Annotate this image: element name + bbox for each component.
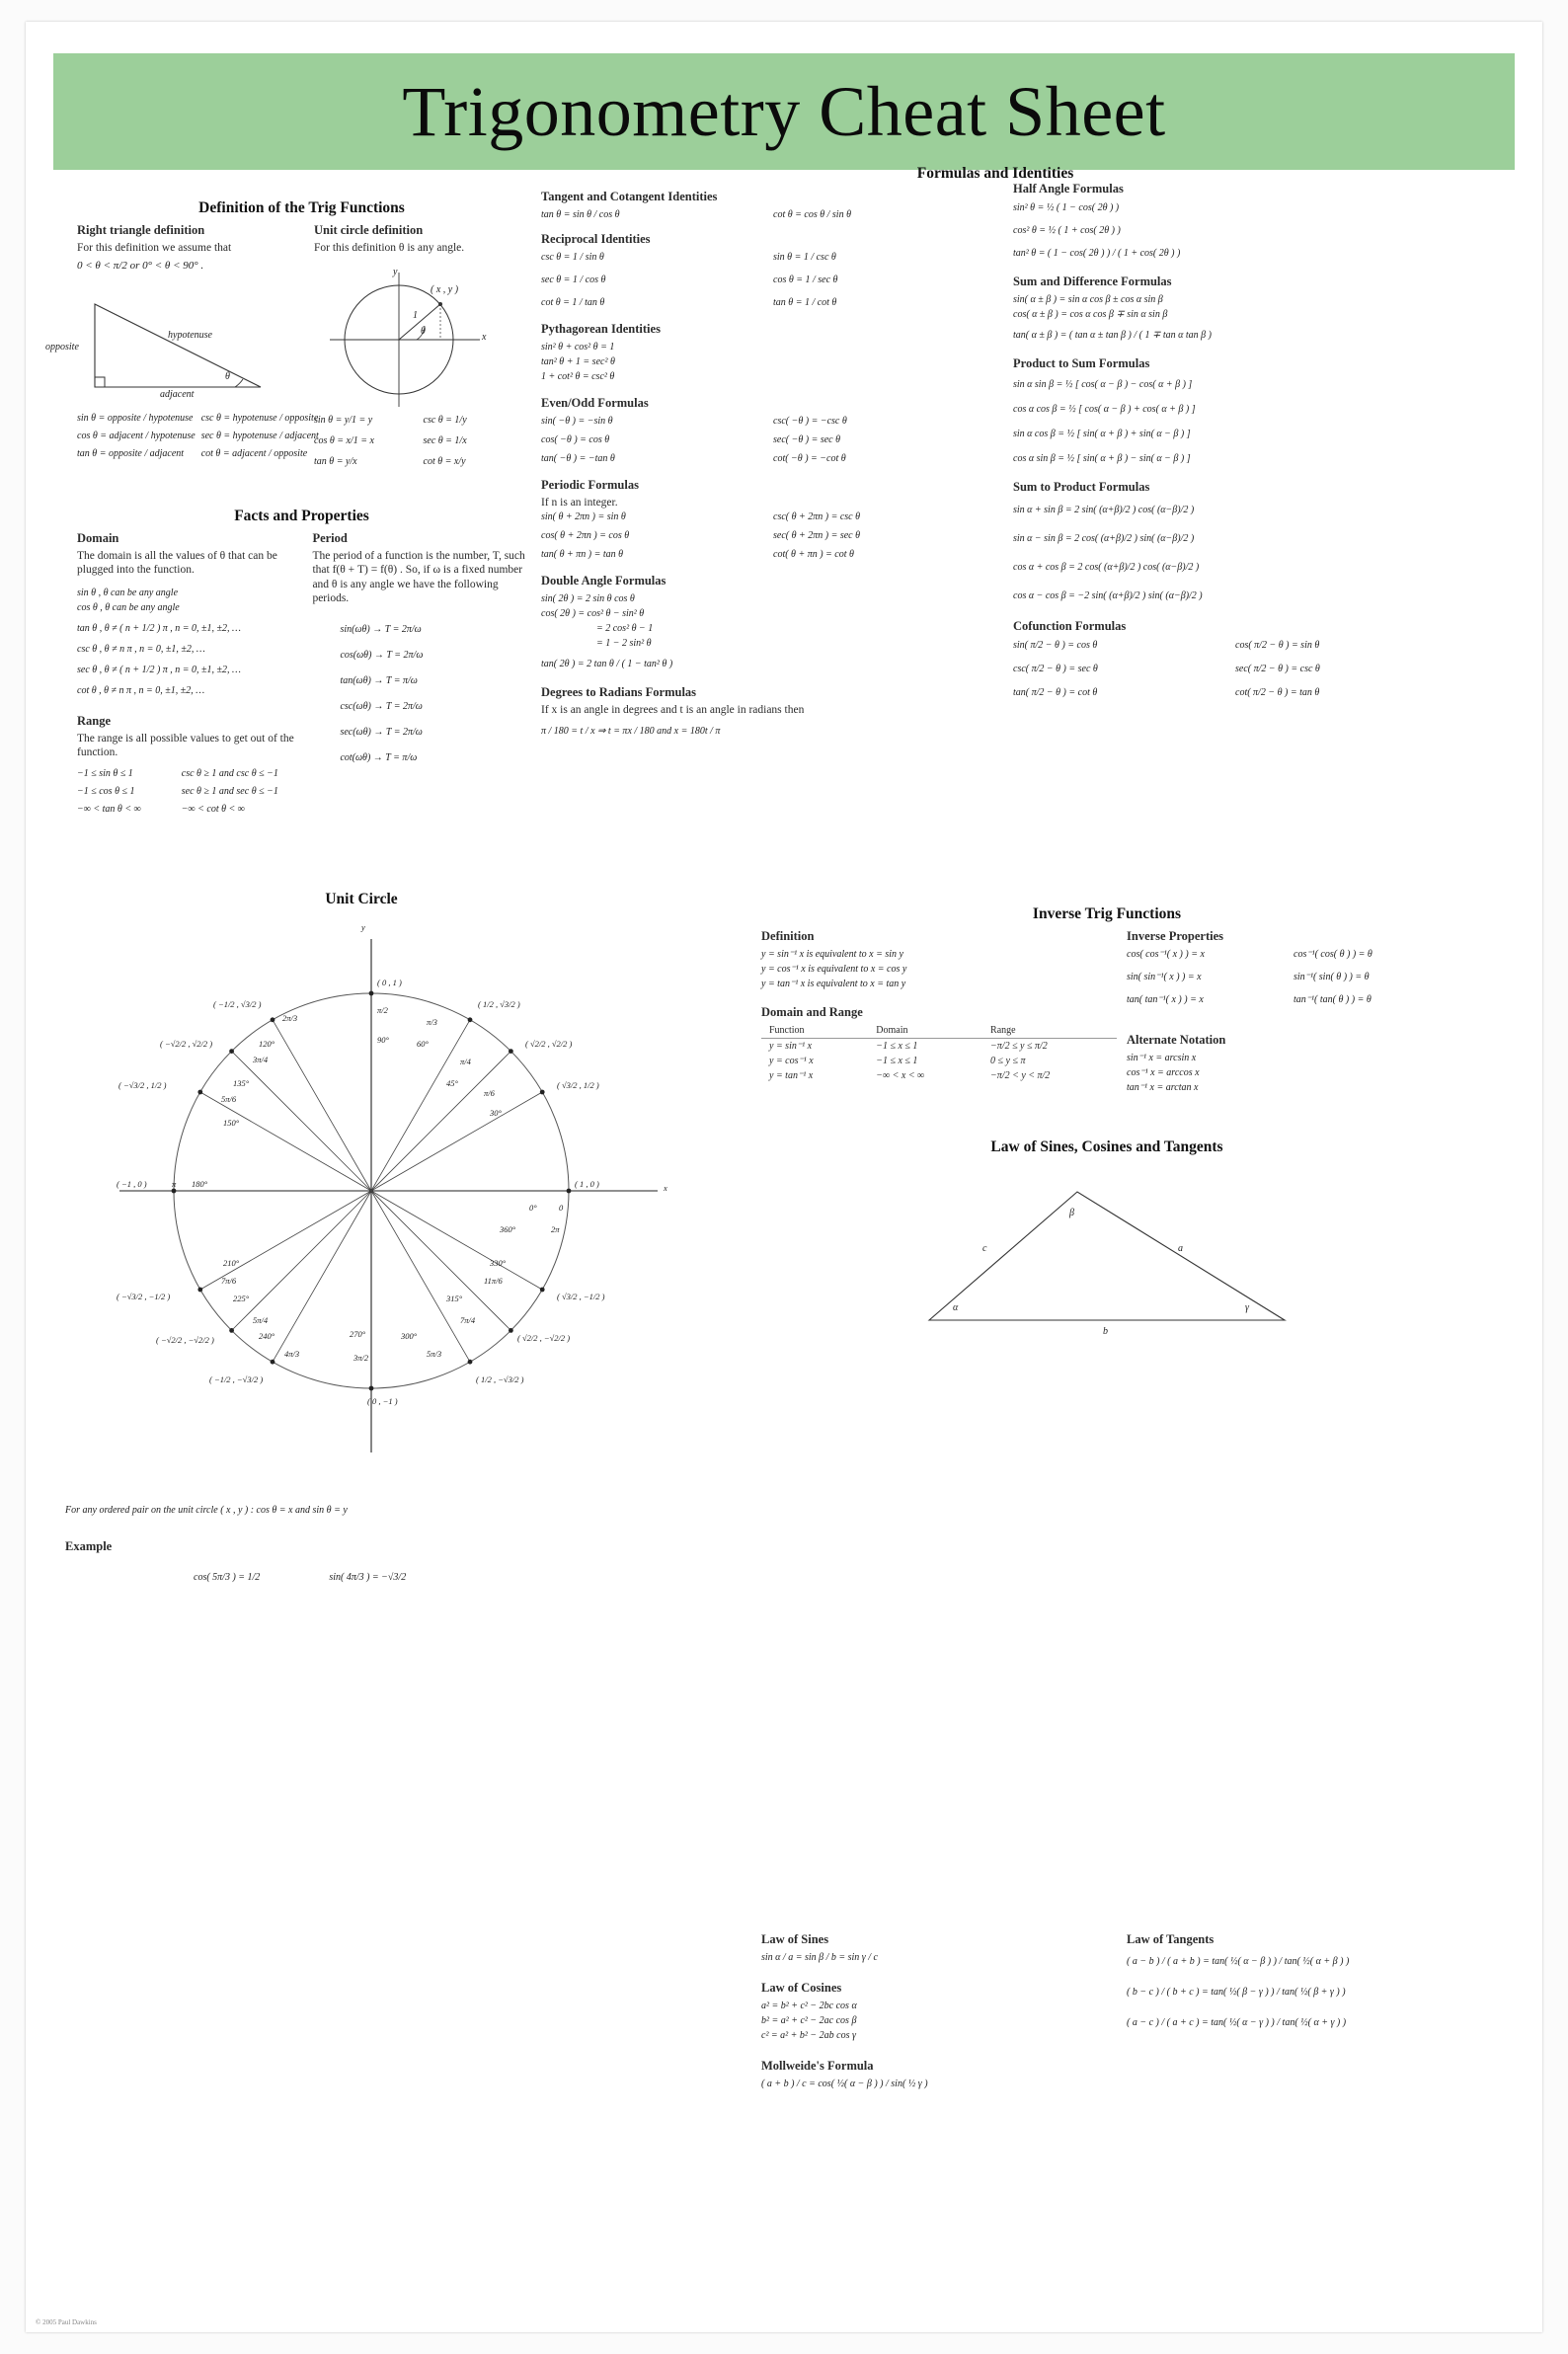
laws-left-col <box>761 1932 1117 2091</box>
uc-ratio-sin: sin θ = y/1 = y <box>314 415 373 427</box>
period-item: sec(ωθ) → T = 2π/ω <box>340 726 423 738</box>
double-angle-item: = 1 − 2 sin² θ <box>596 638 652 650</box>
section-definitions <box>45 199 526 469</box>
uc-point-rad: 0 <box>559 1203 564 1213</box>
col-range: Range <box>982 1023 1117 1039</box>
cot-identity: cot θ = cos θ / sin θ <box>773 209 851 220</box>
uc-point-rad: π/3 <box>427 1017 437 1027</box>
uc-point-xy: ( −√2/2 , √2/2 ) <box>160 1039 213 1049</box>
laws-right-col <box>1127 1932 1452 2091</box>
uc-point-deg: 135° <box>233 1078 250 1088</box>
domain-text: The domain is all the values of θ that can be plugged into the function. <box>77 550 277 577</box>
uc-point-deg: 90° <box>377 1035 389 1045</box>
period-heading: Period <box>312 531 348 545</box>
table-row <box>761 1068 1117 1083</box>
reciprocal-item: tan θ = 1 / cot θ <box>773 297 837 308</box>
uc-ratio-cot: cot θ = x/y <box>423 456 466 468</box>
section-inverse <box>761 905 1452 1340</box>
ratio-sin: sin θ = opposite / hypotenuse <box>77 412 194 424</box>
product-to-sum-item: sin α sin β = ½ [ cos( α − β ) − cos( α + β ) ] <box>1013 379 1193 390</box>
inverse-definition-item: y = cos⁻¹ x is equivalent to x = cos y <box>761 964 907 975</box>
label-angle-alpha: α <box>953 1302 959 1313</box>
cell-function: y = tan⁻¹ x <box>769 1070 814 1081</box>
pythagorean-item: sin² θ + cos² θ = 1 <box>541 342 615 353</box>
label-y-axis: y <box>393 267 398 278</box>
domain-item: cos θ , θ can be any angle <box>77 601 180 613</box>
cofunction-item: cot( π/2 − θ ) = tan θ <box>1235 687 1320 698</box>
label-theta: θ <box>225 370 230 382</box>
laws-heading: Law of Sines, Cosines and Tangents <box>990 1138 1223 1155</box>
period-item: cot(ωθ) → T = π/ω <box>340 751 418 763</box>
cofunction-heading: Cofunction Formulas <box>1013 619 1127 633</box>
uc-point-xy: ( 0 , −1 ) <box>367 1396 398 1406</box>
domain-item: csc θ , θ ≠ n π , n = 0, ±1, ±2, … <box>77 643 205 655</box>
ratio-cos: cos θ = adjacent / hypotenuse <box>77 430 196 441</box>
uc-point-rad: π/4 <box>460 1057 471 1066</box>
cell-domain: −∞ < x < ∞ <box>876 1070 925 1081</box>
domain-range-table <box>761 1023 1117 1083</box>
label-opposite: opposite <box>45 341 79 353</box>
uc-point-xy: ( 1/2 , √3/2 ) <box>478 999 520 1009</box>
inverse-left-col <box>761 929 1117 1095</box>
range-heading: Range <box>77 713 112 728</box>
double-angle-heading: Double Angle Formulas <box>541 574 666 588</box>
double-angle-item: tan( 2θ ) = 2 tan θ / ( 1 − tan² θ ) <box>541 659 673 670</box>
uc-point-deg: 30° <box>490 1108 502 1118</box>
sum-difference-item: sin( α ± β ) = sin α cos β ± cos α sin β <box>1013 294 1163 305</box>
unit-circle-definition-block <box>314 223 526 469</box>
sum-difference-item: tan( α ± β ) = ( tan α ± tan β ) / ( 1 ∓ tan α tan β ) <box>1013 330 1212 341</box>
reciprocal-item: sec θ = 1 / cos θ <box>541 275 606 285</box>
inverse-property-item: tan⁻¹( tan( θ ) ) = θ <box>1294 994 1372 1005</box>
domain-range-heading: Domain and Range <box>761 1005 863 1019</box>
reciprocal-heading: Reciprocal Identities <box>541 232 651 246</box>
uc-point-deg: 300° <box>401 1331 418 1341</box>
double-angle-item: cos( 2θ ) = cos² θ − sin² θ <box>541 608 645 620</box>
uc-point-rad: 3π/4 <box>253 1055 269 1064</box>
title-banner <box>53 53 1515 170</box>
periodic-heading: Periodic Formulas <box>541 478 639 492</box>
product-to-sum-heading: Product to Sum Formulas <box>1013 356 1150 370</box>
period-item: csc(ωθ) → T = 2π/ω <box>340 700 423 712</box>
cofunction-item: sec( π/2 − θ ) = csc θ <box>1235 664 1320 674</box>
double-angle-item: sin( 2θ ) = 2 sin θ cos θ <box>541 593 635 605</box>
uc-point-xy: ( √2/2 , −√2/2 ) <box>517 1333 571 1343</box>
label-adjacent: adjacent <box>160 388 195 400</box>
mollweide-item: ( a + b ) / c = cos( ½( α − β ) ) / sin( ½ γ ) <box>761 2079 928 2089</box>
uc-point-rad: 7π/4 <box>460 1315 476 1325</box>
periodic-item: csc( θ + 2πn ) = csc θ <box>773 511 861 523</box>
right-triangle-svg <box>77 284 294 403</box>
inverse-properties-heading: Inverse Properties <box>1127 929 1224 943</box>
unit-circle-figure <box>65 914 717 1467</box>
reciprocal-item: csc θ = 1 / sin θ <box>541 252 604 263</box>
cell-function: y = sin⁻¹ x <box>769 1041 813 1052</box>
inverse-definition-item: y = tan⁻¹ x is equivalent to x = tan y <box>761 979 906 989</box>
unit-circle-def-heading: Unit circle definition <box>314 223 424 237</box>
tangent-cotangent-heading: Tangent and Cotangent Identities <box>541 190 718 203</box>
uc-point-rad: 5π/3 <box>427 1349 442 1359</box>
law-of-cosines-item: a² = b² + c² − 2bc cos α <box>761 2001 857 2011</box>
right-triangle-figure <box>45 284 294 403</box>
pythagorean-heading: Pythagorean Identities <box>541 322 661 336</box>
unit-circle-def-note: For this definition θ is any angle. <box>314 242 465 254</box>
sum-to-product-item: cos α − cos β = −2 sin( (α+β)/2 ) sin( (α−β)/2 ) <box>1013 590 1203 601</box>
reciprocal-item: cos θ = 1 / sec θ <box>773 275 838 285</box>
uc-point-xy: ( −1/2 , −√3/2 ) <box>209 1374 264 1384</box>
range-item: −1 ≤ sin θ ≤ 1 <box>77 767 133 779</box>
double-angle-item: = 2 cos² θ − 1 <box>596 623 654 635</box>
ratio-csc: csc θ = hypotenuse / opposite <box>200 412 319 424</box>
law-of-tangents-heading: Law of Tangents <box>1127 1932 1215 1946</box>
formulas-left-column <box>541 190 995 739</box>
sum-difference-heading: Sum and Difference Formulas <box>1013 275 1172 288</box>
inverse-property-item: cos⁻¹( cos( θ ) ) = θ <box>1294 949 1372 960</box>
even-odd-item: cot( −θ ) = −cot θ <box>773 453 846 464</box>
inverse-property-item: sin( sin⁻¹( x ) ) = x <box>1127 972 1202 982</box>
sum-to-product-item: sin α − sin β = 2 cos( (α+β)/2 ) sin( (α−β)/2 ) <box>1013 533 1195 544</box>
uc-point-deg: 330° <box>490 1258 507 1268</box>
tan-identity: tan θ = sin θ / cos θ <box>541 209 620 220</box>
law-of-sines-item: sin α / a = sin β / b = sin γ / c <box>761 1952 878 1963</box>
label-side-c: c <box>982 1243 987 1254</box>
uc-point-deg: 150° <box>223 1118 240 1128</box>
label-x-axis: x <box>482 332 487 344</box>
uc-point-xy: ( −1/2 , √3/2 ) <box>213 999 262 1009</box>
label-angle-beta: β <box>1069 1208 1074 1218</box>
range-item: −∞ < tan θ < ∞ <box>77 803 141 815</box>
uc-point-xy: ( −√3/2 , 1/2 ) <box>118 1080 167 1090</box>
cell-range: −π/2 ≤ y ≤ π/2 <box>990 1041 1048 1052</box>
inverse-definition-heading: Definition <box>761 929 815 943</box>
cell-range: −π/2 < y < π/2 <box>990 1070 1051 1081</box>
half-angle-heading: Half Angle Formulas <box>1013 182 1124 196</box>
even-odd-item: tan( −θ ) = −tan θ <box>541 453 615 464</box>
uc-ratio-sec: sec θ = 1/x <box>423 435 467 447</box>
cell-range: 0 ≤ y ≤ π <box>990 1056 1026 1066</box>
label-side-a: a <box>1178 1243 1183 1254</box>
uc-point-rad: π/6 <box>484 1088 495 1098</box>
uc-ratio-csc: csc θ = 1/y <box>423 415 467 427</box>
law-of-cosines-item: c² = a² + b² − 2ab cos γ <box>761 2030 856 2041</box>
uc-point-rad: π/2 <box>377 1005 388 1015</box>
uc-point-rad: 2π <box>551 1224 560 1234</box>
uc-axis-y: y <box>361 922 365 932</box>
facts-right-col <box>312 531 526 817</box>
even-odd-item: sec( −θ ) = sec θ <box>773 434 841 445</box>
uc-point-deg: 225° <box>233 1294 250 1303</box>
uc-point-rad: 5π/4 <box>253 1315 269 1325</box>
even-odd-item: sin( −θ ) = −sin θ <box>541 416 613 427</box>
even-odd-item: cos( −θ ) = cos θ <box>541 434 610 445</box>
right-triangle-condition: 0 < θ < π/2 or 0° < θ < 90° . <box>77 260 204 273</box>
laws-triangle-svg <box>909 1172 1304 1340</box>
uc-point-xy: ( −√3/2 , −1/2 ) <box>117 1292 171 1301</box>
pythagorean-item: tan² θ + 1 = sec² θ <box>541 356 615 367</box>
periodic-note: If n is an integer. <box>541 497 618 509</box>
uc-point-deg: 270° <box>350 1329 366 1339</box>
right-triangle-note: For this definition we assume that <box>77 242 232 254</box>
uc-point-rad: 5π/6 <box>221 1094 237 1104</box>
ratio-cot: cot θ = adjacent / opposite <box>200 447 308 459</box>
period-item: tan(ωθ) → T = π/ω <box>340 674 418 686</box>
copyright-footer: © 2005 Paul Dawkins <box>36 2318 97 2326</box>
law-of-cosines-heading: Law of Cosines <box>761 1981 842 1995</box>
range-text: The range is all possible values to get out of the function. <box>77 732 294 759</box>
uc-ratio-tan: tan θ = y/x <box>314 456 357 468</box>
domain-heading: Domain <box>77 531 119 545</box>
uc-point-xy: ( 1/2 , −√3/2 ) <box>476 1374 524 1384</box>
laws-triangle-figure <box>909 1172 1304 1340</box>
cofunction-item: tan( π/2 − θ ) = cot θ <box>1013 687 1098 698</box>
table-row <box>761 1039 1117 1055</box>
section-laws <box>761 1932 1452 2091</box>
uc-point-xy: ( 0 , 1 ) <box>377 978 402 987</box>
uc-point-xy: ( √3/2 , −1/2 ) <box>557 1292 605 1301</box>
label-radius-one: 1 <box>413 310 418 322</box>
right-triangle-block <box>45 223 319 469</box>
periodic-item: cot( θ + πn ) = cot θ <box>773 549 854 561</box>
sum-to-product-item: cos α + cos β = 2 cos( (α+β)/2 ) cos( (α−β)/2 ) <box>1013 562 1200 573</box>
cofunction-item: csc( π/2 − θ ) = sec θ <box>1013 664 1098 674</box>
example-item: cos( 5π/3 ) = 1/2 <box>194 1572 261 1583</box>
domain-item: sin θ , θ can be any angle <box>77 587 179 598</box>
table-row <box>761 1054 1117 1068</box>
cell-function: y = cos⁻¹ x <box>769 1056 814 1066</box>
inverse-right-col <box>1127 929 1452 1095</box>
product-to-sum-item: cos α sin β = ½ [ sin( α + β ) − sin( α − β ) ] <box>1013 453 1191 464</box>
inverse-property-item: tan( tan⁻¹( x ) ) = x <box>1127 994 1204 1005</box>
mollweide-heading: Mollweide's Formula <box>761 2059 874 2073</box>
half-angle-item: sin² θ = ½ ( 1 − cos( 2θ ) ) <box>1013 202 1120 213</box>
label-angle-gamma: γ <box>1245 1302 1249 1313</box>
uc-ratio-cos: cos θ = x/1 = x <box>314 435 374 447</box>
alternate-notation-heading: Alternate Notation <box>1127 1033 1226 1047</box>
period-item: cos(ωθ) → T = 2π/ω <box>340 649 424 661</box>
uc-point-deg: 0° <box>529 1203 537 1213</box>
uc-point-rad: 3π/2 <box>353 1353 369 1363</box>
even-odd-item: csc( −θ ) = −csc θ <box>773 416 847 427</box>
cofunction-item: cos( π/2 − θ ) = sin θ <box>1235 640 1320 651</box>
domain-item: cot θ , θ ≠ n π , n = 0, ±1, ±2, … <box>77 684 205 696</box>
cell-domain: −1 ≤ x ≤ 1 <box>876 1041 918 1052</box>
unit-circle-heading: Unit Circle <box>325 891 398 907</box>
uc-point-xy: ( √2/2 , √2/2 ) <box>525 1039 573 1049</box>
law-of-cosines-item: b² = a² + c² − 2ac cos β <box>761 2015 857 2026</box>
uc-point-rad: 2π/3 <box>282 1013 298 1023</box>
right-triangle-heading: Right triangle definition <box>77 223 205 237</box>
alternate-notation-item: cos⁻¹ x = arccos x <box>1127 1067 1200 1078</box>
uc-point-deg: 120° <box>259 1039 275 1049</box>
col-function: Function <box>761 1023 868 1039</box>
unit-circle-svg <box>65 914 717 1467</box>
deg-rad-heading: Degrees to Radians Formulas <box>541 685 697 700</box>
unit-circle-ordered-pair-note: For any ordered pair on the unit circle ( x , y ) : cos θ = x and sin θ = y <box>65 1505 348 1516</box>
alternate-notation-item: sin⁻¹ x = arcsin x <box>1127 1053 1197 1063</box>
uc-point-rad: 7π/6 <box>221 1276 237 1286</box>
uc-point-rad: 4π/3 <box>284 1349 300 1359</box>
facts-left-col <box>77 531 304 817</box>
range-item: csc θ ≥ 1 and csc θ ≤ −1 <box>181 767 278 779</box>
formulas-heading: Formulas and Identities <box>916 165 1074 182</box>
unit-circle-def-figure <box>314 263 511 411</box>
label-theta-unit: θ <box>421 326 426 338</box>
law-of-sines-heading: Law of Sines <box>761 1932 829 1946</box>
example-heading: Example <box>65 1539 113 1553</box>
even-odd-heading: Even/Odd Formulas <box>541 396 649 410</box>
periodic-item: sin( θ + 2πn ) = sin θ <box>541 511 626 523</box>
range-item: −∞ < cot θ < ∞ <box>181 803 245 815</box>
period-text: The period of a function is the number, T, such that f(θ + T) = f(θ) . So, if ω is a fixed number and θ is any angle we have the following periods. <box>312 550 525 605</box>
uc-point-deg: 180° <box>192 1179 208 1189</box>
page-title: Trigonometry Cheat Sheet <box>402 71 1166 151</box>
law-of-tangents-item: ( b − c ) / ( b + c ) = tan( ½( β − γ ) ) / tan( ½( β + γ ) ) <box>1127 1987 1346 1998</box>
periodic-item: sec( θ + 2πn ) = sec θ <box>773 530 861 542</box>
reciprocal-item: sin θ = 1 / csc θ <box>773 252 836 263</box>
law-of-tangents-item: ( a − b ) / ( a + b ) = tan( ½( α − β ) ) / tan( ½( α + β ) ) <box>1127 1956 1350 1967</box>
uc-point-rad: π <box>172 1179 177 1189</box>
label-point-xy: ( x , y ) <box>431 284 459 296</box>
deg-rad-item: π / 180 = t / x ⇒ t = πx / 180 and x = 180t / π <box>541 725 721 737</box>
half-angle-item: tan² θ = ( 1 − cos( 2θ ) ) / ( 1 + cos( 2θ ) ) <box>1013 248 1181 259</box>
domain-item: tan θ , θ ≠ ( n + 1/2 ) π , n = 0, ±1, ±2, … <box>77 622 241 634</box>
uc-point-xy: ( 1 , 0 ) <box>575 1179 599 1189</box>
uc-point-deg: 45° <box>446 1078 458 1088</box>
uc-point-deg: 210° <box>223 1258 240 1268</box>
reciprocal-item: cot θ = 1 / tan θ <box>541 297 605 308</box>
cheat-sheet <box>26 22 1542 2332</box>
law-of-tangents-item: ( a − c ) / ( a + c ) = tan( ½( α − γ ) ) / tan( ½( α + γ ) ) <box>1127 2017 1347 2028</box>
uc-point-deg: 60° <box>417 1039 429 1049</box>
period-item: sin(ωθ) → T = 2π/ω <box>340 623 422 635</box>
half-angle-item: cos² θ = ½ ( 1 + cos( 2θ ) ) <box>1013 225 1121 236</box>
col-domain: Domain <box>868 1023 982 1039</box>
uc-point-deg: 240° <box>259 1331 275 1341</box>
uc-point-xy: ( −1 , 0 ) <box>117 1179 147 1189</box>
pythagorean-item: 1 + cot² θ = csc² θ <box>541 371 615 382</box>
table-header-row <box>761 1023 1117 1039</box>
formulas-right-column <box>1013 182 1448 700</box>
section-facts <box>77 508 526 817</box>
cell-domain: −1 ≤ x ≤ 1 <box>876 1056 918 1066</box>
uc-point-rad: 11π/6 <box>484 1276 503 1286</box>
range-item: −1 ≤ cos θ ≤ 1 <box>77 785 135 797</box>
periodic-item: cos( θ + 2πn ) = cos θ <box>541 530 630 542</box>
definitions-heading: Definition of the Trig Functions <box>198 199 405 216</box>
range-item: sec θ ≥ 1 and sec θ ≤ −1 <box>181 785 278 797</box>
alternate-notation-item: tan⁻¹ x = arctan x <box>1127 1082 1199 1093</box>
domain-item: sec θ , θ ≠ ( n + 1/2 ) π , n = 0, ±1, ±2, … <box>77 664 241 675</box>
ratio-sec: sec θ = hypotenuse / adjacent <box>200 430 319 441</box>
ratio-tan: tan θ = opposite / adjacent <box>77 447 185 459</box>
uc-axis-x: x <box>664 1183 667 1193</box>
inverse-definition-item: y = sin⁻¹ x is equivalent to x = sin y <box>761 949 903 960</box>
facts-heading: Facts and Properties <box>234 508 369 524</box>
inverse-property-item: sin⁻¹( sin( θ ) ) = θ <box>1294 972 1370 982</box>
uc-point-deg: 360° <box>500 1224 516 1234</box>
deg-rad-note: If x is an angle in degrees and t is an angle in radians then <box>541 704 805 717</box>
label-hypotenuse: hypotenuse <box>168 329 212 341</box>
sum-difference-item: cos( α ± β ) = cos α cos β ∓ sin α sin β <box>1013 309 1168 320</box>
cofunction-item: sin( π/2 − θ ) = cos θ <box>1013 640 1098 651</box>
sum-to-product-heading: Sum to Product Formulas <box>1013 480 1150 494</box>
inverse-property-item: cos( cos⁻¹( x ) ) = x <box>1127 949 1205 960</box>
uc-point-deg: 315° <box>446 1294 463 1303</box>
uc-point-xy: ( −√2/2 , −√2/2 ) <box>156 1335 214 1345</box>
periodic-item: tan( θ + πn ) = tan θ <box>541 549 624 561</box>
product-to-sum-item: sin α cos β = ½ [ sin( α + β ) + sin( α − β ) ] <box>1013 429 1191 439</box>
example-item: sin( 4π/3 ) = −√3/2 <box>329 1572 407 1583</box>
section-unit-circle <box>65 891 717 1585</box>
product-to-sum-item: cos α cos β = ½ [ cos( α − β ) + cos( α + β ) ] <box>1013 404 1196 415</box>
label-side-b: b <box>1103 1326 1108 1337</box>
sum-to-product-item: sin α + sin β = 2 sin( (α+β)/2 ) cos( (α−β)/2 ) <box>1013 505 1195 515</box>
uc-point-xy: ( √3/2 , 1/2 ) <box>557 1080 599 1090</box>
inverse-heading: Inverse Trig Functions <box>1032 905 1182 922</box>
